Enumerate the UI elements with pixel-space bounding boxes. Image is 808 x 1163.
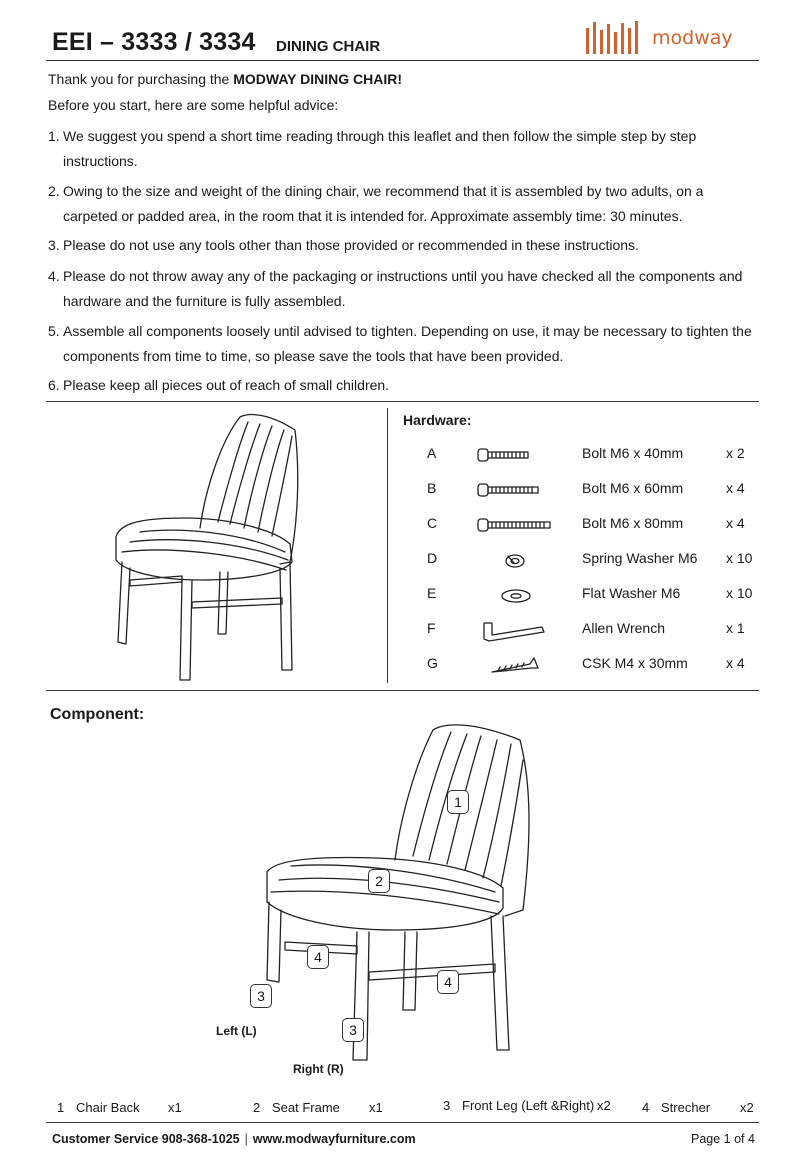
legend-num: 1 — [57, 1100, 65, 1115]
legend-num: 3 — [443, 1098, 451, 1113]
product-name: DINING CHAIR — [276, 38, 381, 55]
legend-num: 2 — [253, 1100, 261, 1115]
advice-item: 2. Owing to the size and weight of the dining chair, we recommend that it is assembled by two adults, on a carpeted or padded area, in the room that it is intended for. Approximate assembly time: 30 minutes. — [48, 183, 704, 224]
legend-name: Seat Frame — [272, 1100, 340, 1115]
hardware-row: G CSK M4 x 30mm x 4 — [400, 652, 760, 678]
footer-contact — [52, 1132, 416, 1146]
legend-name: Front Leg (Left &Right) — [462, 1098, 595, 1113]
column-divider — [387, 408, 388, 683]
callout-stretcher-left: 4 — [307, 945, 329, 969]
hardware-row: A Bolt M6 x 40mm x 2 — [400, 442, 760, 468]
legend-qty: x2 — [597, 1098, 611, 1113]
legend-qty: x2 — [740, 1100, 754, 1115]
callout-stretcher-right: 4 — [437, 970, 459, 994]
bolt-80mm-icon — [470, 512, 560, 538]
hardware-row: C Bolt M6 x 80mm x 4 — [400, 512, 760, 538]
allen-wrench-icon — [470, 617, 560, 643]
legend-num: 4 — [642, 1100, 650, 1115]
advice-item: 6. Please keep all pieces out of reach of small children. — [48, 377, 390, 393]
chair-illustration-icon — [100, 412, 300, 684]
legend-name: Chair Back — [76, 1100, 140, 1115]
component-title: Component: — [50, 706, 145, 723]
chair-exploded-illustration-icon — [255, 720, 545, 1080]
advice-lead: Before you start, here are some helpful advice: — [48, 97, 339, 113]
left-leg-label: Left (L) — [216, 1024, 257, 1038]
header-rule — [46, 60, 759, 61]
legend-name: Strecher — [661, 1100, 711, 1115]
hardware-row: F Allen Wrench x 1 — [400, 617, 760, 643]
footer-rule — [46, 1122, 759, 1123]
hardware-row: D Spring Washer M6 x 10 — [400, 547, 760, 573]
right-leg-label: Right (R) — [293, 1062, 344, 1076]
advice-item: 4. Please do not throw away any of the packaging or instructions until you have checked all the components and hardware and the furniture is fully assembled. — [48, 268, 743, 309]
csk-screw-icon — [470, 652, 560, 678]
callout-chair-back: 1 — [447, 790, 469, 814]
bolt-60mm-icon — [470, 477, 560, 503]
hardware-row: E Flat Washer M6 x 10 — [400, 582, 760, 608]
spring-washer-icon — [470, 547, 560, 573]
callout-front-leg-right: 3 — [342, 1018, 364, 1042]
bolt-40mm-icon — [470, 442, 560, 468]
section-rule — [46, 690, 759, 691]
footer-separator: | — [244, 1132, 248, 1146]
advice-item: 3. Please do not use any tools other than those provided or recommended in these instructions. — [48, 237, 639, 253]
advice-item: 5. Assemble all components loosely until advised to tighten. Depending on use, it may be necessary to tighten the components from time to time, so please save the tools that have been provided. — [48, 323, 752, 364]
section-rule — [46, 401, 759, 402]
flat-washer-icon — [470, 582, 560, 608]
legend-qty: x1 — [369, 1100, 383, 1115]
page-number: Page 1 of 4 — [691, 1132, 755, 1146]
document-title: EEI – 3333 / 3334 — [52, 28, 256, 56]
advice-item: 1. We suggest you spend a short time reading through this leaflet and then follow the simple step by step instructions. — [48, 128, 697, 169]
legend-qty: x1 — [168, 1100, 182, 1115]
hardware-row: B Bolt M6 x 60mm x 4 — [400, 477, 760, 503]
brand-name: modway — [652, 27, 733, 49]
callout-front-leg-left: 3 — [250, 984, 272, 1008]
hardware-title: Hardware: — [403, 412, 472, 428]
website-link[interactable]: www.modwayfurniture.com — [252, 1132, 416, 1146]
thanks-line: Thank you for purchasing the MODWAY DINING CHAIR! — [48, 71, 403, 87]
customer-service: Customer Service 908-368-1025 — [52, 1132, 240, 1146]
callout-seat-frame: 2 — [368, 869, 390, 893]
